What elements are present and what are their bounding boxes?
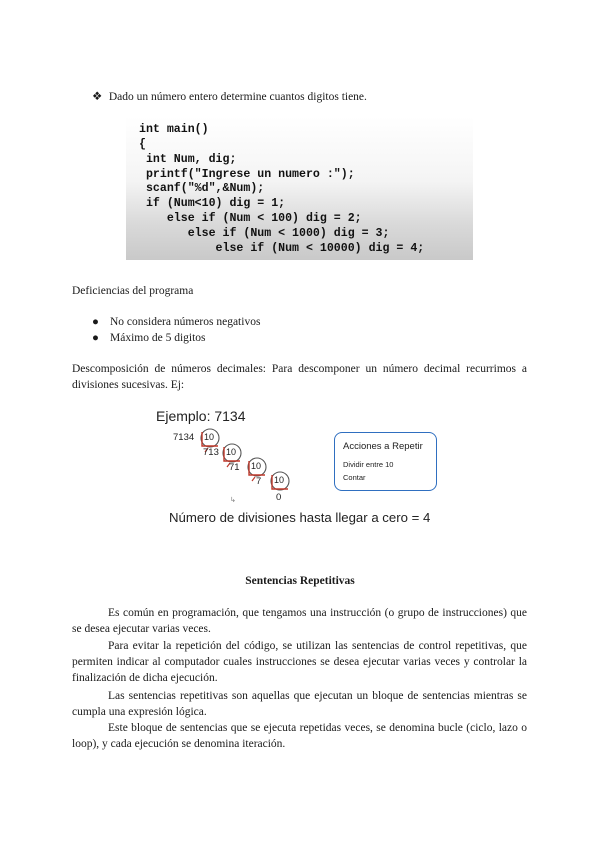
bullet-dot-icon: ● (92, 332, 99, 344)
paragraph: Para evitar la repetición del código, se utilizan las sentencias de control repetitivas, que permiten indicar al computador cuales instrucciones se desea ejecutar varias veces y controlar la finalización de dicha ejecución. (72, 640, 527, 684)
bullet-dot-icon: ● (92, 316, 99, 328)
code-line: scanf("%d",&Num); (139, 182, 265, 195)
code-line: { (139, 138, 146, 151)
code-line: if (Num<10) dig = 1; (139, 197, 286, 210)
paragraph: Las sentencias repetitivas son aquellas que ejecutan un bloque de sentencias mientras se cumpla una expresión lógica. (72, 690, 527, 718)
intro-bullet (92, 89, 367, 105)
code-line: else if (Num < 10000) dig = 4; (139, 242, 425, 255)
code-line: else if (Num < 1000) dig = 3; (139, 227, 390, 240)
remainder-tick (252, 477, 255, 481)
diagram-caption: Número de divisiones hasta llegar a cero = 4 (169, 510, 431, 525)
section-heading: Sentencias Repetitivas (245, 575, 355, 587)
dividend-value: 713 (203, 447, 219, 458)
division-example-diagram (148, 405, 448, 530)
intro-bullet-text: Dado un número entero determine cuantos digitos tiene. (108, 91, 367, 103)
deficiencies-title: Deficiencias del programa (72, 285, 194, 297)
divisor-label: 10 (226, 447, 237, 457)
actions-box-line: Dividir entre 10 (343, 460, 394, 469)
code-line: int Num, dig; (139, 153, 237, 166)
actions-box (334, 432, 437, 491)
list-item-text: No considera números negativos (110, 316, 261, 328)
list-item (92, 330, 260, 346)
code-line: int main() (139, 123, 209, 136)
divisor-label: 10 (204, 432, 215, 442)
decomposition-paragraph: Descomposición de números decimales: Para descomponer un número decimal recurrimos a divisiones sucesivas. Ej: (72, 363, 527, 391)
stray-mark: ↳ (230, 497, 236, 504)
deficiencies-list (92, 314, 260, 346)
code-line: else if (Num < 100) dig = 2; (139, 212, 362, 225)
list-item (92, 314, 260, 330)
paragraph: Es común en programación, que tengamos una instrucción (o grupo de instrucciones) que se desea ejecutar varias veces. (72, 607, 527, 635)
example-title: Ejemplo: 7134 (156, 408, 246, 424)
code-line: printf("Ingrese un numero :"); (139, 168, 355, 181)
diamond-bullet-icon: ❖ (92, 91, 103, 103)
divisor-label: 10 (251, 461, 262, 471)
paragraph: Este bloque de sentencias que se ejecuta repetidas veces, se denomina bucle (ciclo, lazo o loop), y cada ejecución se denomina iteración. (72, 722, 527, 750)
actions-box-line: Contar (343, 473, 366, 482)
dividend-value: 7134 (173, 432, 195, 443)
dividend-value: 71 (229, 462, 240, 473)
dividend-value: 7 (256, 476, 262, 487)
code-snippet-image (126, 117, 473, 260)
actions-box-title: Acciones a Repetir (343, 441, 423, 452)
divisor-label: 10 (274, 475, 285, 485)
final-quotient: 0 (276, 492, 282, 503)
list-item-text: Máximo de 5 digitos (110, 332, 206, 344)
